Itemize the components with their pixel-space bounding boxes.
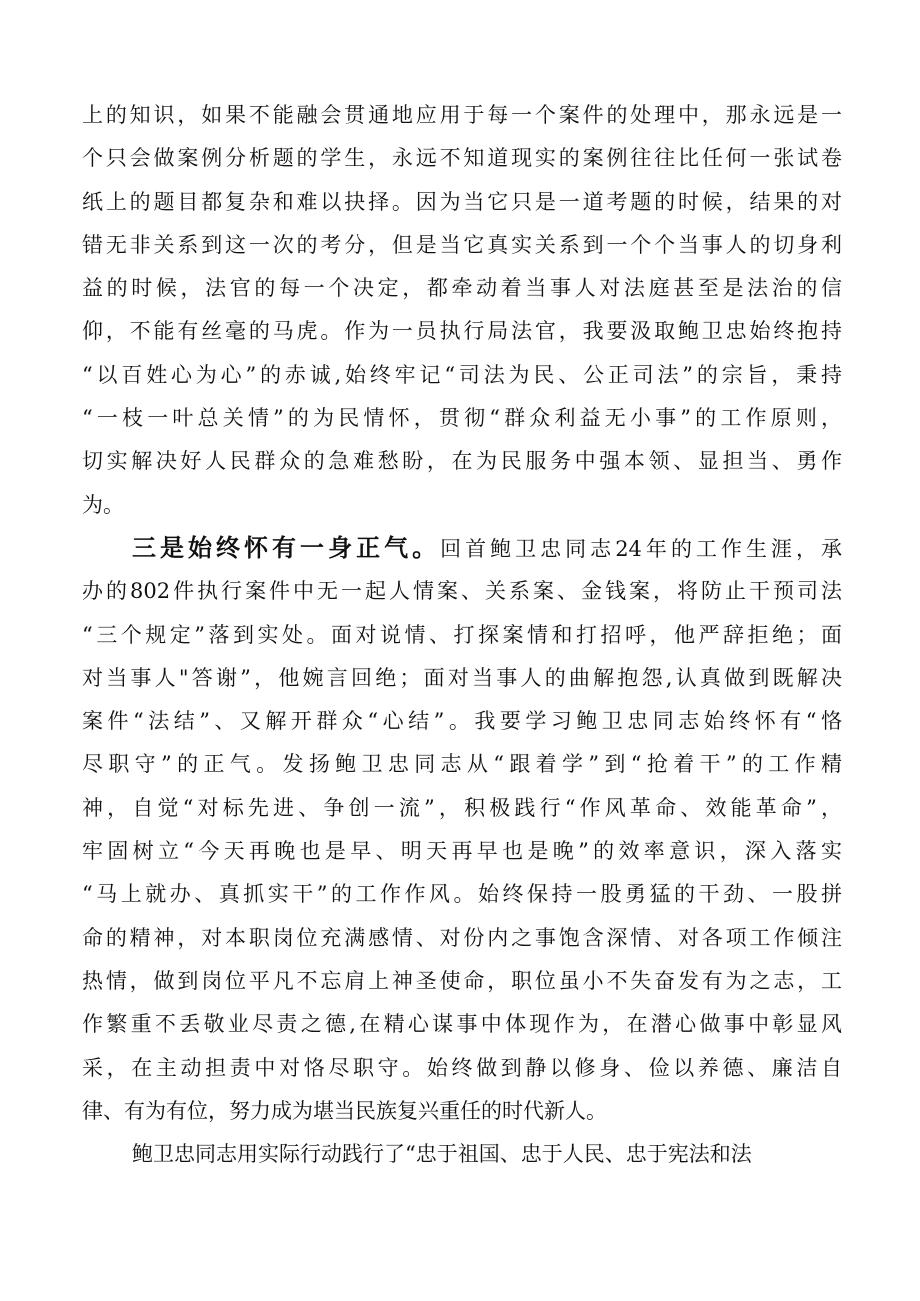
paragraph-1-line: 错无非关系到这一次的考分，但是当它真实关系到一个个当事人的切身利 — [82, 232, 842, 257]
paragraph-1-line: 为。 — [82, 492, 124, 517]
paragraph-2-line: 对当事人"答谢”，他婉言回绝；面对当事人的曲解抱怨,认真做到既解决 — [82, 665, 842, 690]
paragraph-1-line: 切实解决好人民群众的急难愁盼，在为民服务中强本领、显担当、勇作 — [82, 449, 842, 474]
paragraph-2-line: 作繁重不丢敬业尽责之德,在精心谋事中体现作为，在潜心做事中彰显风 — [82, 1012, 842, 1037]
paragraph-2-line: 采，在主动担责中对恪尽职守。始终做到静以修身、俭以养德、廉洁自 — [82, 1055, 842, 1080]
document-body — [82, 94, 842, 1176]
paragraph-2-line: “三个规定”落到实处。面对说情、打探案情和打招呼，他严辞拒绝；面 — [82, 622, 842, 647]
paragraph-2-first-line-text: 回首鲍卫忠同志24年的工作生涯，承 — [440, 536, 842, 561]
paragraph-2-line: “马上就办、真抓实干”的工作作风。始终保持一股勇猛的干劲、一股拼 — [82, 882, 842, 907]
paragraph-2-line: 热情，做到岗位平凡不忘肩上神圣使命，职位虽小不失奋发有为之志，工 — [82, 968, 842, 993]
paragraph-2-line: 办的802件执行案件中无一起人情案、关系案、金钱案，将防止干预司法 — [82, 579, 842, 604]
paragraph-1-line: 益的时候，法官的每一个决定，都牵动着当事人对法庭甚至是法治的信 — [82, 276, 842, 301]
paragraph-1-line: “一枝一叶总关情”的为民情怀，贯彻“群众利益无小事”的工作原则， — [82, 406, 842, 431]
paragraph-1-line: 仰，不能有丝毫的马虎。作为一员执行局法官，我要汲取鲍卫忠始终抱持 — [82, 319, 842, 344]
paragraph-1-line: 上的知识，如果不能融会贯通地应用于每一个案件的处理中，那永远是一 — [82, 103, 842, 127]
paragraph-2-first-line — [82, 527, 842, 570]
paragraph-2-line: 神，自觉“对标先进、争创一流”，积极践行“作风革命、效能革命”， — [82, 795, 842, 820]
paragraph-2-line: 律、有为有位，努力成为堪当民族复兴重任的时代新人。 — [82, 1098, 607, 1123]
paragraph-2-line: 案件“法结”、又解开群众“心结”。我要学习鲍卫忠同志始终怀有“恪 — [82, 709, 842, 734]
paragraph-1-line: 个只会做案例分析题的学生，永远不知道现实的案例往往比任何一张试卷 — [82, 146, 842, 171]
paragraph-2-heading: 三是始终怀有一身正气。 — [132, 533, 441, 562]
paragraph-1-line: 纸上的题目都复杂和难以抉择。因为当它只是一道考题的时候，结果的对 — [82, 189, 842, 214]
paragraph-1-line: “以百姓心为心”的赤诚,始终牢记“司法为民、公正司法”的宗旨，秉持 — [82, 362, 842, 387]
paragraph-2-line: 命的精神，对本职岗位充满感情、对份内之事饱含深情、对各项工作倾注 — [82, 925, 842, 950]
paragraph-2-line: 牢固树立“今天再晚也是早、明天再早也是晚”的效率意识，深入落实 — [82, 839, 842, 864]
paragraph-3-first-line: 鲍卫忠同志用实际行动践行了“忠于祖国、忠于人民、忠于宪法和法 — [132, 1142, 752, 1167]
paragraph-2-line: 尽职守”的正气。发扬鲍卫忠同志从“跟着学”到“抢着干”的工作精 — [82, 752, 842, 777]
